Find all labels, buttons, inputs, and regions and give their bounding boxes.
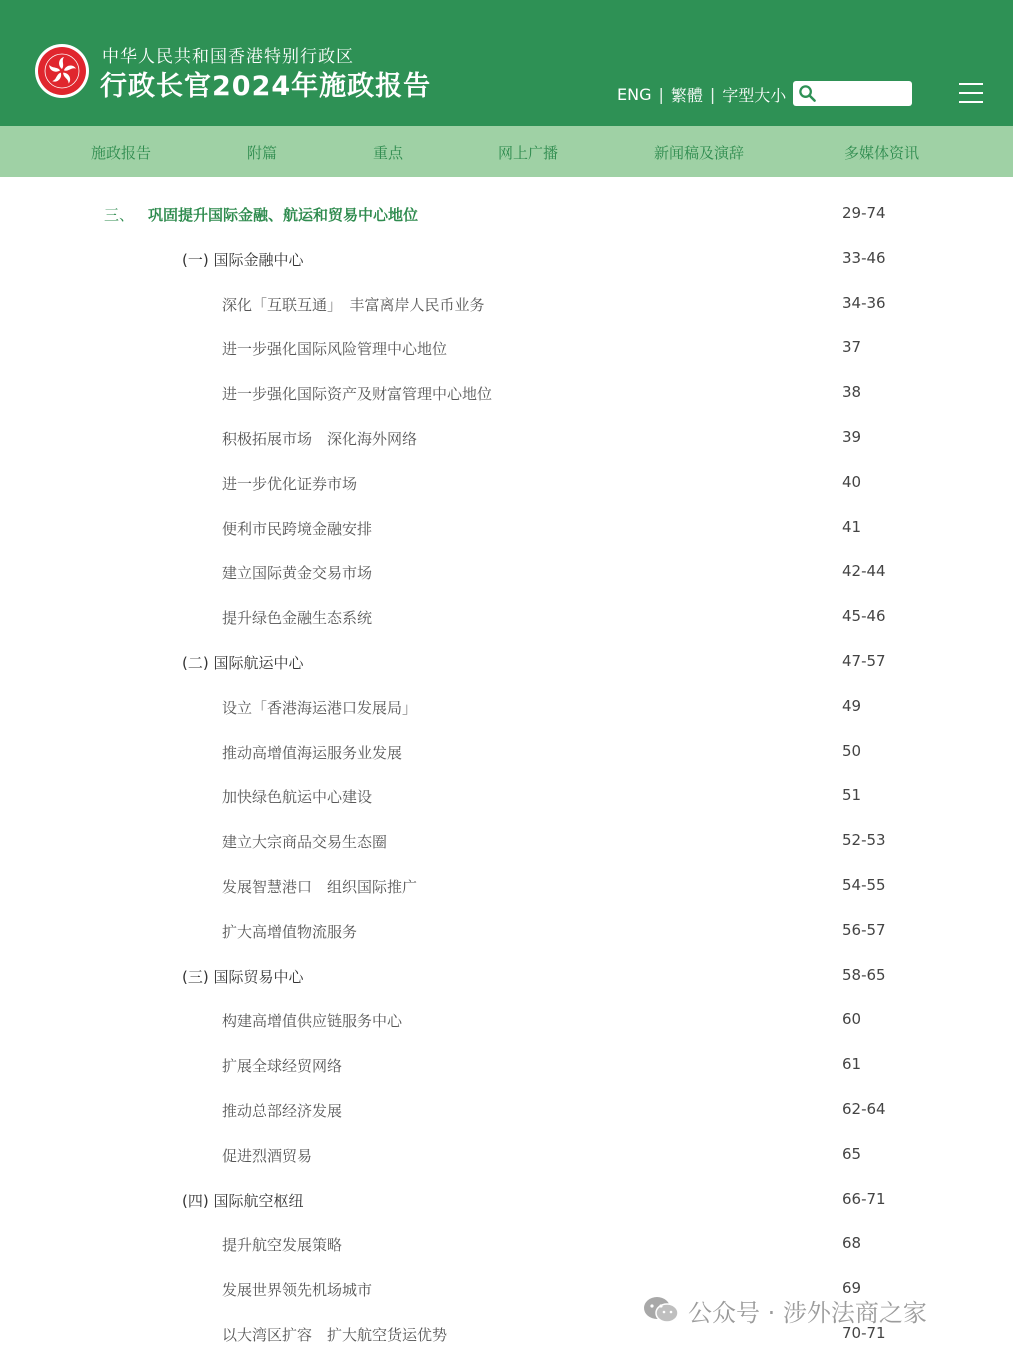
toc-item-pages: 42-44 xyxy=(842,562,886,581)
toc-item-row[interactable] xyxy=(0,1324,1013,1348)
nav-press-releases[interactable]: 新闻稿及演辞 xyxy=(654,144,745,162)
divider: | xyxy=(709,84,716,104)
toc-item-label[interactable]: 推动高增值海运服务业发展 xyxy=(222,743,403,762)
toc-item-label[interactable]: 提升绿色金融生态系统 xyxy=(222,609,373,628)
utility-links xyxy=(617,82,786,106)
toc-item-row[interactable] xyxy=(0,428,1013,452)
toc-item-row[interactable] xyxy=(0,876,1013,900)
toc-item-row[interactable] xyxy=(0,697,1013,721)
lang-eng-link[interactable]: ENG xyxy=(617,84,652,104)
toc-item-label[interactable]: 促进烈酒贸易 xyxy=(222,1146,313,1165)
lang-traditional-link[interactable]: 繁體 xyxy=(670,85,703,105)
toc-item-pages: 60 xyxy=(842,1010,862,1029)
toc-item-label[interactable]: 进一步强化国际资产及财富管理中心地位 xyxy=(222,385,493,404)
toc-item-pages: 49 xyxy=(842,696,862,715)
nav-policy-address[interactable]: 施政报告 xyxy=(91,144,152,162)
toc-item-label[interactable]: 建立大宗商品交易生态圈 xyxy=(222,833,388,852)
toc-item-row[interactable] xyxy=(0,518,1013,542)
nav-multimedia[interactable]: 多媒体资讯 xyxy=(844,144,920,162)
toc-item-pages: 40 xyxy=(842,472,862,491)
toc-item-label[interactable]: (四) 国际航空枢纽 xyxy=(182,1191,304,1210)
toc-item-pages: 66-71 xyxy=(842,1189,886,1208)
search-box[interactable] xyxy=(793,81,912,106)
toc-item-label[interactable]: 以大湾区扩容 扩大航空货运优势 xyxy=(222,1326,448,1344)
header-title[interactable]: 行政长官2024年施政报告 xyxy=(100,71,432,102)
toc-item-label[interactable]: 发展智慧港口 组织国际推广 xyxy=(222,878,418,896)
nav-webcast[interactable]: 网上广播 xyxy=(498,144,559,162)
toc-item-row[interactable] xyxy=(0,1055,1013,1079)
toc-item-row[interactable] xyxy=(0,607,1013,631)
toc-item-pages: 33-46 xyxy=(842,248,886,267)
toc-item-row[interactable] xyxy=(0,383,1013,407)
toc-item-row[interactable] xyxy=(0,562,1013,586)
toc-item-label[interactable]: 扩大高增值物流服务 xyxy=(222,922,358,941)
toc-item-label[interactable]: 提升航空发展策略 xyxy=(222,1236,343,1255)
toc-item-row[interactable] xyxy=(0,1234,1013,1258)
toc-item-pages: 70-71 xyxy=(842,1324,886,1342)
toc-item-pages: 68 xyxy=(842,1234,862,1253)
toc-item-label[interactable]: 便利市民跨境金融安排 xyxy=(222,519,373,538)
toc-item-pages: 52-53 xyxy=(842,831,886,850)
toc-item-label[interactable]: 进一步强化国际风险管理中心地位 xyxy=(222,340,448,359)
toc-subsection-row[interactable] xyxy=(0,1190,1013,1214)
toc-item-label[interactable]: 构建高增值供应链服务中心 xyxy=(222,1012,403,1031)
toc-section-number: 三、 xyxy=(104,206,135,224)
toc-subsection-row[interactable] xyxy=(0,249,1013,273)
menu-icon[interactable] xyxy=(959,83,983,103)
toc-item-pages: 34-36 xyxy=(842,293,886,312)
toc-item-row[interactable] xyxy=(0,473,1013,497)
toc-item-pages: 50 xyxy=(842,741,862,760)
toc-section-pages: 29-74 xyxy=(842,204,886,222)
font-size-link[interactable]: 字型大小 xyxy=(722,85,787,105)
toc-item-row[interactable] xyxy=(0,338,1013,362)
toc-subsection-row[interactable] xyxy=(0,966,1013,990)
toc-item-label[interactable]: 扩展全球经贸网络 xyxy=(222,1057,343,1076)
hksar-emblem-icon[interactable] xyxy=(34,43,90,99)
toc-item-pages: 45-46 xyxy=(842,607,886,626)
toc-item-label[interactable]: 建立国际黄金交易市场 xyxy=(222,564,373,583)
nav-supplement[interactable]: 附篇 xyxy=(247,144,278,162)
search-input[interactable] xyxy=(819,83,911,105)
toc-item-label[interactable]: 深化「互联互通」 丰富离岸人民币业务 xyxy=(222,295,485,314)
toc-item-pages: 54-55 xyxy=(842,876,886,894)
toc-item-pages: 56-57 xyxy=(842,920,886,939)
toc-item-label[interactable]: 加快绿色航运中心建设 xyxy=(222,788,373,807)
toc-item-row[interactable] xyxy=(0,1100,1013,1124)
toc-item-pages: 39 xyxy=(842,428,862,446)
watermark-text: 公众号 · 涉外法商之家 xyxy=(688,1298,927,1327)
toc-subsection-row[interactable] xyxy=(0,652,1013,676)
toc-item-pages: 47-57 xyxy=(842,652,886,670)
toc-item-label[interactable]: 设立「香港海运港口发展局」 xyxy=(222,698,418,717)
toc-item-pages: 65 xyxy=(842,1144,862,1163)
toc-item-row[interactable] xyxy=(0,1145,1013,1169)
toc-item-label[interactable]: 进一步优化证券市场 xyxy=(222,474,358,493)
toc-section-row[interactable] xyxy=(0,204,1013,228)
divider: | xyxy=(658,84,664,104)
toc-item-row[interactable] xyxy=(0,1010,1013,1034)
search-icon[interactable] xyxy=(798,84,817,103)
header xyxy=(0,0,1013,126)
toc-item-row[interactable] xyxy=(0,921,1013,945)
toc-item-pages: 62-64 xyxy=(842,1100,886,1118)
toc-section-label[interactable] xyxy=(104,204,418,225)
wechat-icon xyxy=(642,1295,680,1325)
toc-item-row[interactable] xyxy=(0,786,1013,810)
toc-section-title: 巩固提升国际金融、航运和贸易中心地位 xyxy=(148,206,419,224)
toc-item-pages: 58-65 xyxy=(842,965,886,984)
toc-item-label[interactable]: (一) 国际金融中心 xyxy=(182,250,304,269)
toc-item-pages: 51 xyxy=(842,786,862,805)
toc-item-pages: 61 xyxy=(842,1055,862,1074)
toc-item-row[interactable] xyxy=(0,294,1013,318)
toc-item-pages: 37 xyxy=(842,338,862,357)
toc-item-pages: 38 xyxy=(842,383,862,402)
toc-item-row[interactable] xyxy=(0,742,1013,766)
toc-item-label[interactable]: 推动总部经济发展 xyxy=(222,1102,343,1120)
nav-highlights[interactable]: 重点 xyxy=(373,144,404,162)
toc-item-label[interactable]: (三) 国际贸易中心 xyxy=(182,967,304,986)
toc-item-pages: 41 xyxy=(842,517,862,536)
watermark xyxy=(642,1293,927,1327)
toc-item-pages: 69 xyxy=(842,1279,862,1298)
toc-item-label[interactable]: 积极拓展市场 深化海外网络 xyxy=(222,430,418,448)
toc-item-label[interactable]: 发展世界领先机场城市 xyxy=(222,1281,373,1300)
main-nav xyxy=(0,126,1013,177)
toc-item-row[interactable] xyxy=(0,831,1013,855)
header-subtitle: 中华人民共和国香港特别行政区 xyxy=(102,47,354,67)
toc-item-label[interactable]: (二) 国际航运中心 xyxy=(182,654,304,672)
